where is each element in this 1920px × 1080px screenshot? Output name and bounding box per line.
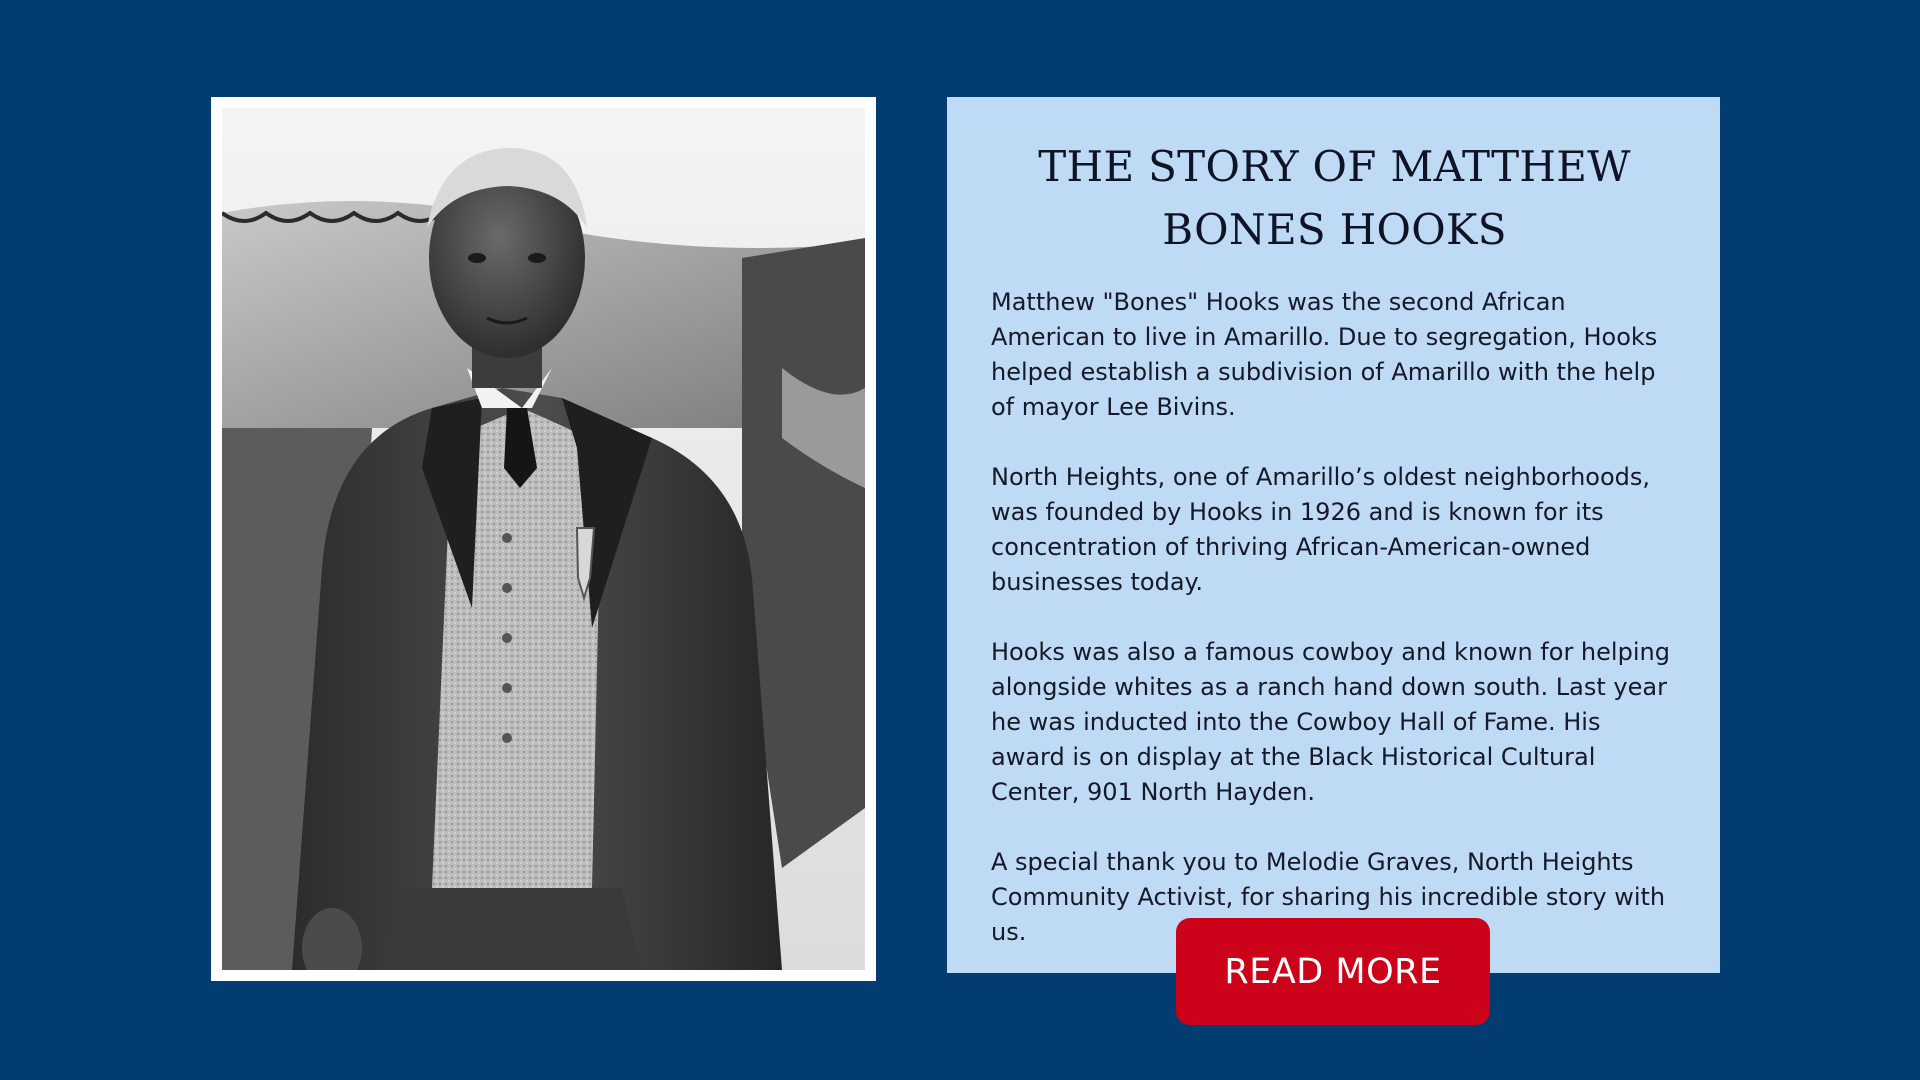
story-card	[947, 97, 1720, 973]
story-paragraph: Matthew "Bones" Hooks was the second African American to live in Amarillo. Due to segregation, Hooks helped establish a subdivision of Amarillo with the help of mayor Lee Bivins.	[991, 288, 1658, 421]
portrait-photo	[222, 108, 865, 970]
story-paragraph: North Heights, one of Amarillo’s oldest neighborhoods, was founded by Hooks in 1926 and is known for its concentration of thriving African-American-owned businesses today.	[991, 463, 1651, 596]
read-more-button[interactable]: READ MORE	[1176, 918, 1490, 1025]
story-paragraph: Hooks was also a famous cowboy and known for helping alongside whites as a ranch hand down south. Last year he was inducted into the Cowboy Hall of Fame. His award is on display at the Black Historical Cultural Center, 901 North Hayden.	[991, 638, 1670, 806]
story-paragraph: A special thank you to Melodie Graves, North Heights Community Activist, for sharing his incredible story with us.	[991, 848, 1666, 946]
story-body	[991, 285, 1678, 950]
story-title: THE STORY OF MATTHEW BONES HOOKS	[1038, 142, 1631, 254]
portrait-photo-frame	[211, 97, 876, 981]
